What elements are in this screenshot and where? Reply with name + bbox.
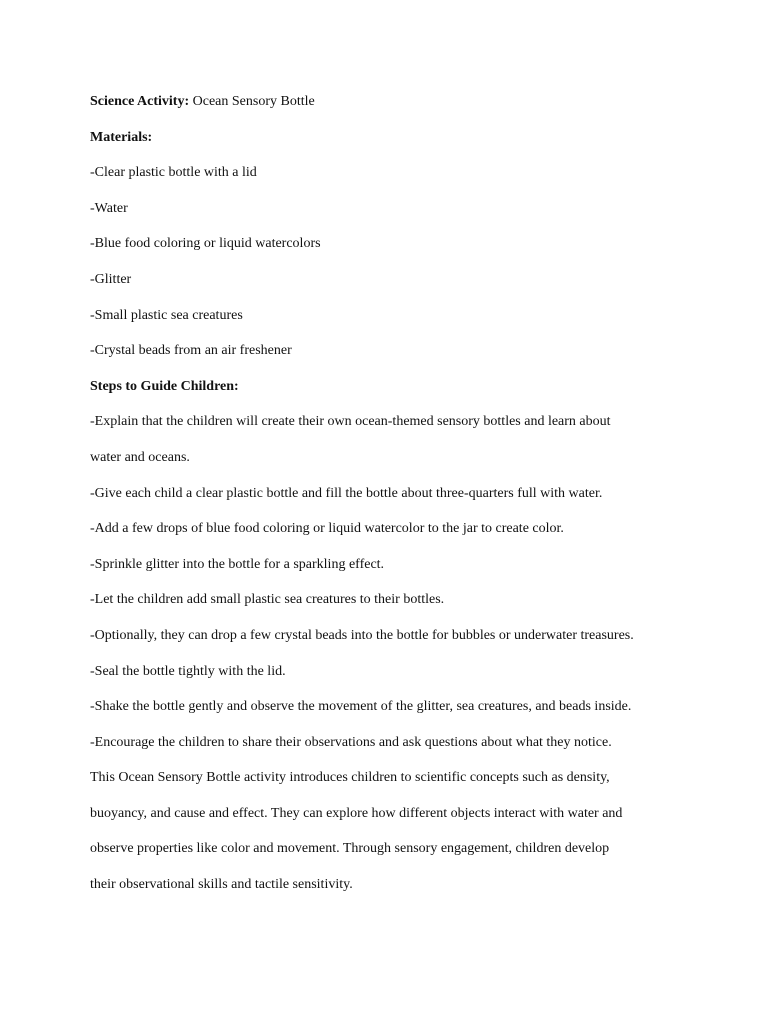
step-line: -Encourage the children to share their observations and ask questions about what they notice. (90, 734, 612, 750)
steps-heading: Steps to Guide Children: (90, 378, 239, 394)
step-line: -Optionally, they can drop a few crystal beads into the bottle for bubbles or underwater treasures. (90, 627, 634, 643)
materials-heading: Materials: (90, 129, 153, 145)
step-line: -Shake the bottle gently and observe the movement of the glitter, sea creatures, and beads inside. (90, 699, 632, 715)
summary-line: This Ocean Sensory Bottle activity introduces children to scientific concepts such as density, (90, 770, 610, 786)
summary-line: buoyancy, and cause and effect. They can explore how different objects interact with water and (90, 805, 623, 821)
material-item: -Blue food coloring or liquid watercolors (90, 236, 321, 252)
activity-title-text: Ocean Sensory Bottle (189, 94, 315, 109)
activity-title (90, 92, 690, 128)
step-line: -Add a few drops of blue food coloring or liquid watercolor to the jar to create color. (90, 521, 564, 537)
summary-line: observe properties like color and movement. Through sensory engagement, children develop (90, 841, 610, 857)
document-body (90, 92, 690, 911)
step-line: water and oceans. (90, 449, 190, 465)
step-line: -Give each child a clear plastic bottle and fill the bottle about three-quarters full with water. (90, 485, 603, 501)
material-item: -Clear plastic bottle with a lid (90, 165, 257, 181)
activity-title-label: Science Activity: (90, 94, 190, 109)
step-line: -Seal the bottle tightly with the lid. (90, 663, 286, 679)
material-item: -Crystal beads from an air freshener (90, 343, 292, 359)
material-item: -Small plastic sea creatures (90, 307, 243, 323)
material-item: -Glitter (90, 271, 132, 287)
step-line: -Let the children add small plastic sea creatures to their bottles. (90, 592, 445, 608)
step-line: -Explain that the children will create their own ocean-themed sensory bottles and learn about (90, 414, 611, 430)
material-item: -Water (90, 200, 128, 216)
summary-line: their observational skills and tactile sensitivity. (90, 877, 353, 893)
step-line: -Sprinkle glitter into the bottle for a sparkling effect. (90, 556, 385, 572)
